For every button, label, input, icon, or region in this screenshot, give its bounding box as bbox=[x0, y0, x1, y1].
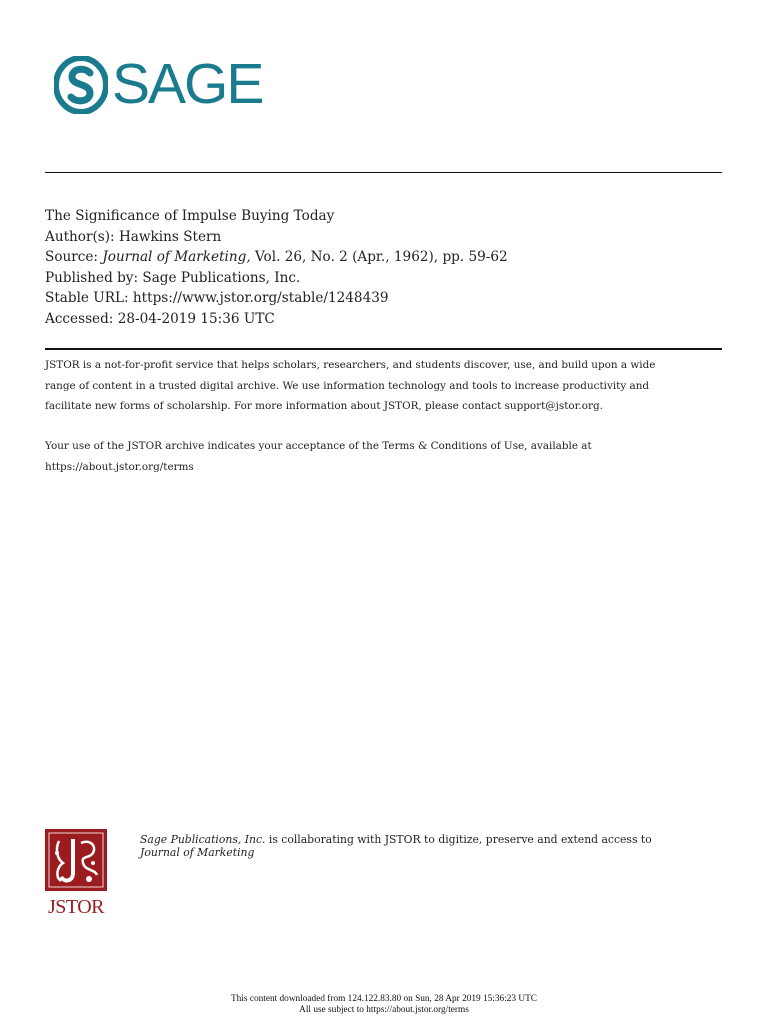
footer-line-download: This content downloaded from 124.122.83.80 on Sun, 28 Apr 2019 15:36:23 UTC bbox=[230, 994, 537, 1004]
jstor-wordmark: JSTOR bbox=[47, 896, 105, 918]
collab-journal: Journal of Marketing bbox=[140, 846, 255, 859]
footer-line-terms: All use subject to https://about.jstor.org/terms bbox=[299, 1005, 469, 1015]
article-publisher: Published by: Sage Publications, Inc. bbox=[45, 269, 301, 286]
article-source: Source: Journal of Marketing, Vol. 26, No. 2 (Apr., 1962), pp. 59-62 bbox=[45, 249, 508, 266]
top-divider bbox=[45, 172, 722, 173]
jstor-logo bbox=[45, 829, 107, 921]
article-authors: Author(s): Hawkins Stern bbox=[45, 228, 222, 245]
article-title: The Significance of Impulse Buying Today bbox=[45, 208, 335, 224]
terms-link[interactable]: https://about.jstor.org/terms bbox=[45, 460, 194, 473]
notice-line: facilitate new forms of scholarship. For more information about JSTOR, please contact support@jstor.org. bbox=[45, 400, 603, 413]
source-journal: Journal of Marketing, bbox=[102, 249, 251, 266]
collab-publisher: Sage Publications, Inc. bbox=[140, 833, 266, 846]
notice-line: Your use of the JSTOR archive indicates your acceptance of the Terms & Conditions of Use, available at bbox=[45, 440, 592, 452]
accessed-date: Accessed: 28-04-2019 15:36 UTC bbox=[45, 310, 275, 327]
terms-notice bbox=[45, 436, 725, 477]
stable-url[interactable]: Stable URL: https://www.jstor.org/stable/1248439 bbox=[45, 290, 389, 307]
sage-logo bbox=[54, 52, 263, 116]
sage-wordmark: SAGE bbox=[112, 52, 263, 116]
citation-block bbox=[45, 206, 508, 330]
jstor-notice bbox=[45, 355, 725, 417]
jstor-emblem-icon bbox=[45, 829, 107, 891]
sage-s-emblem-icon bbox=[54, 56, 108, 114]
middle-divider bbox=[45, 348, 722, 350]
notice-line: JSTOR is a not-for-profit service that helps scholars, researchers, and students discover, use, and build upon a wide bbox=[45, 359, 656, 371]
download-footer bbox=[0, 994, 768, 1016]
collaboration-statement: Sage Publications, Inc. is collaborating with JSTOR to digitize, preserve and extend access to Journal of Marketing bbox=[140, 833, 652, 859]
notice-line: range of content in a trusted digital archive. We use information technology and tools to increase productivity and bbox=[45, 379, 650, 392]
